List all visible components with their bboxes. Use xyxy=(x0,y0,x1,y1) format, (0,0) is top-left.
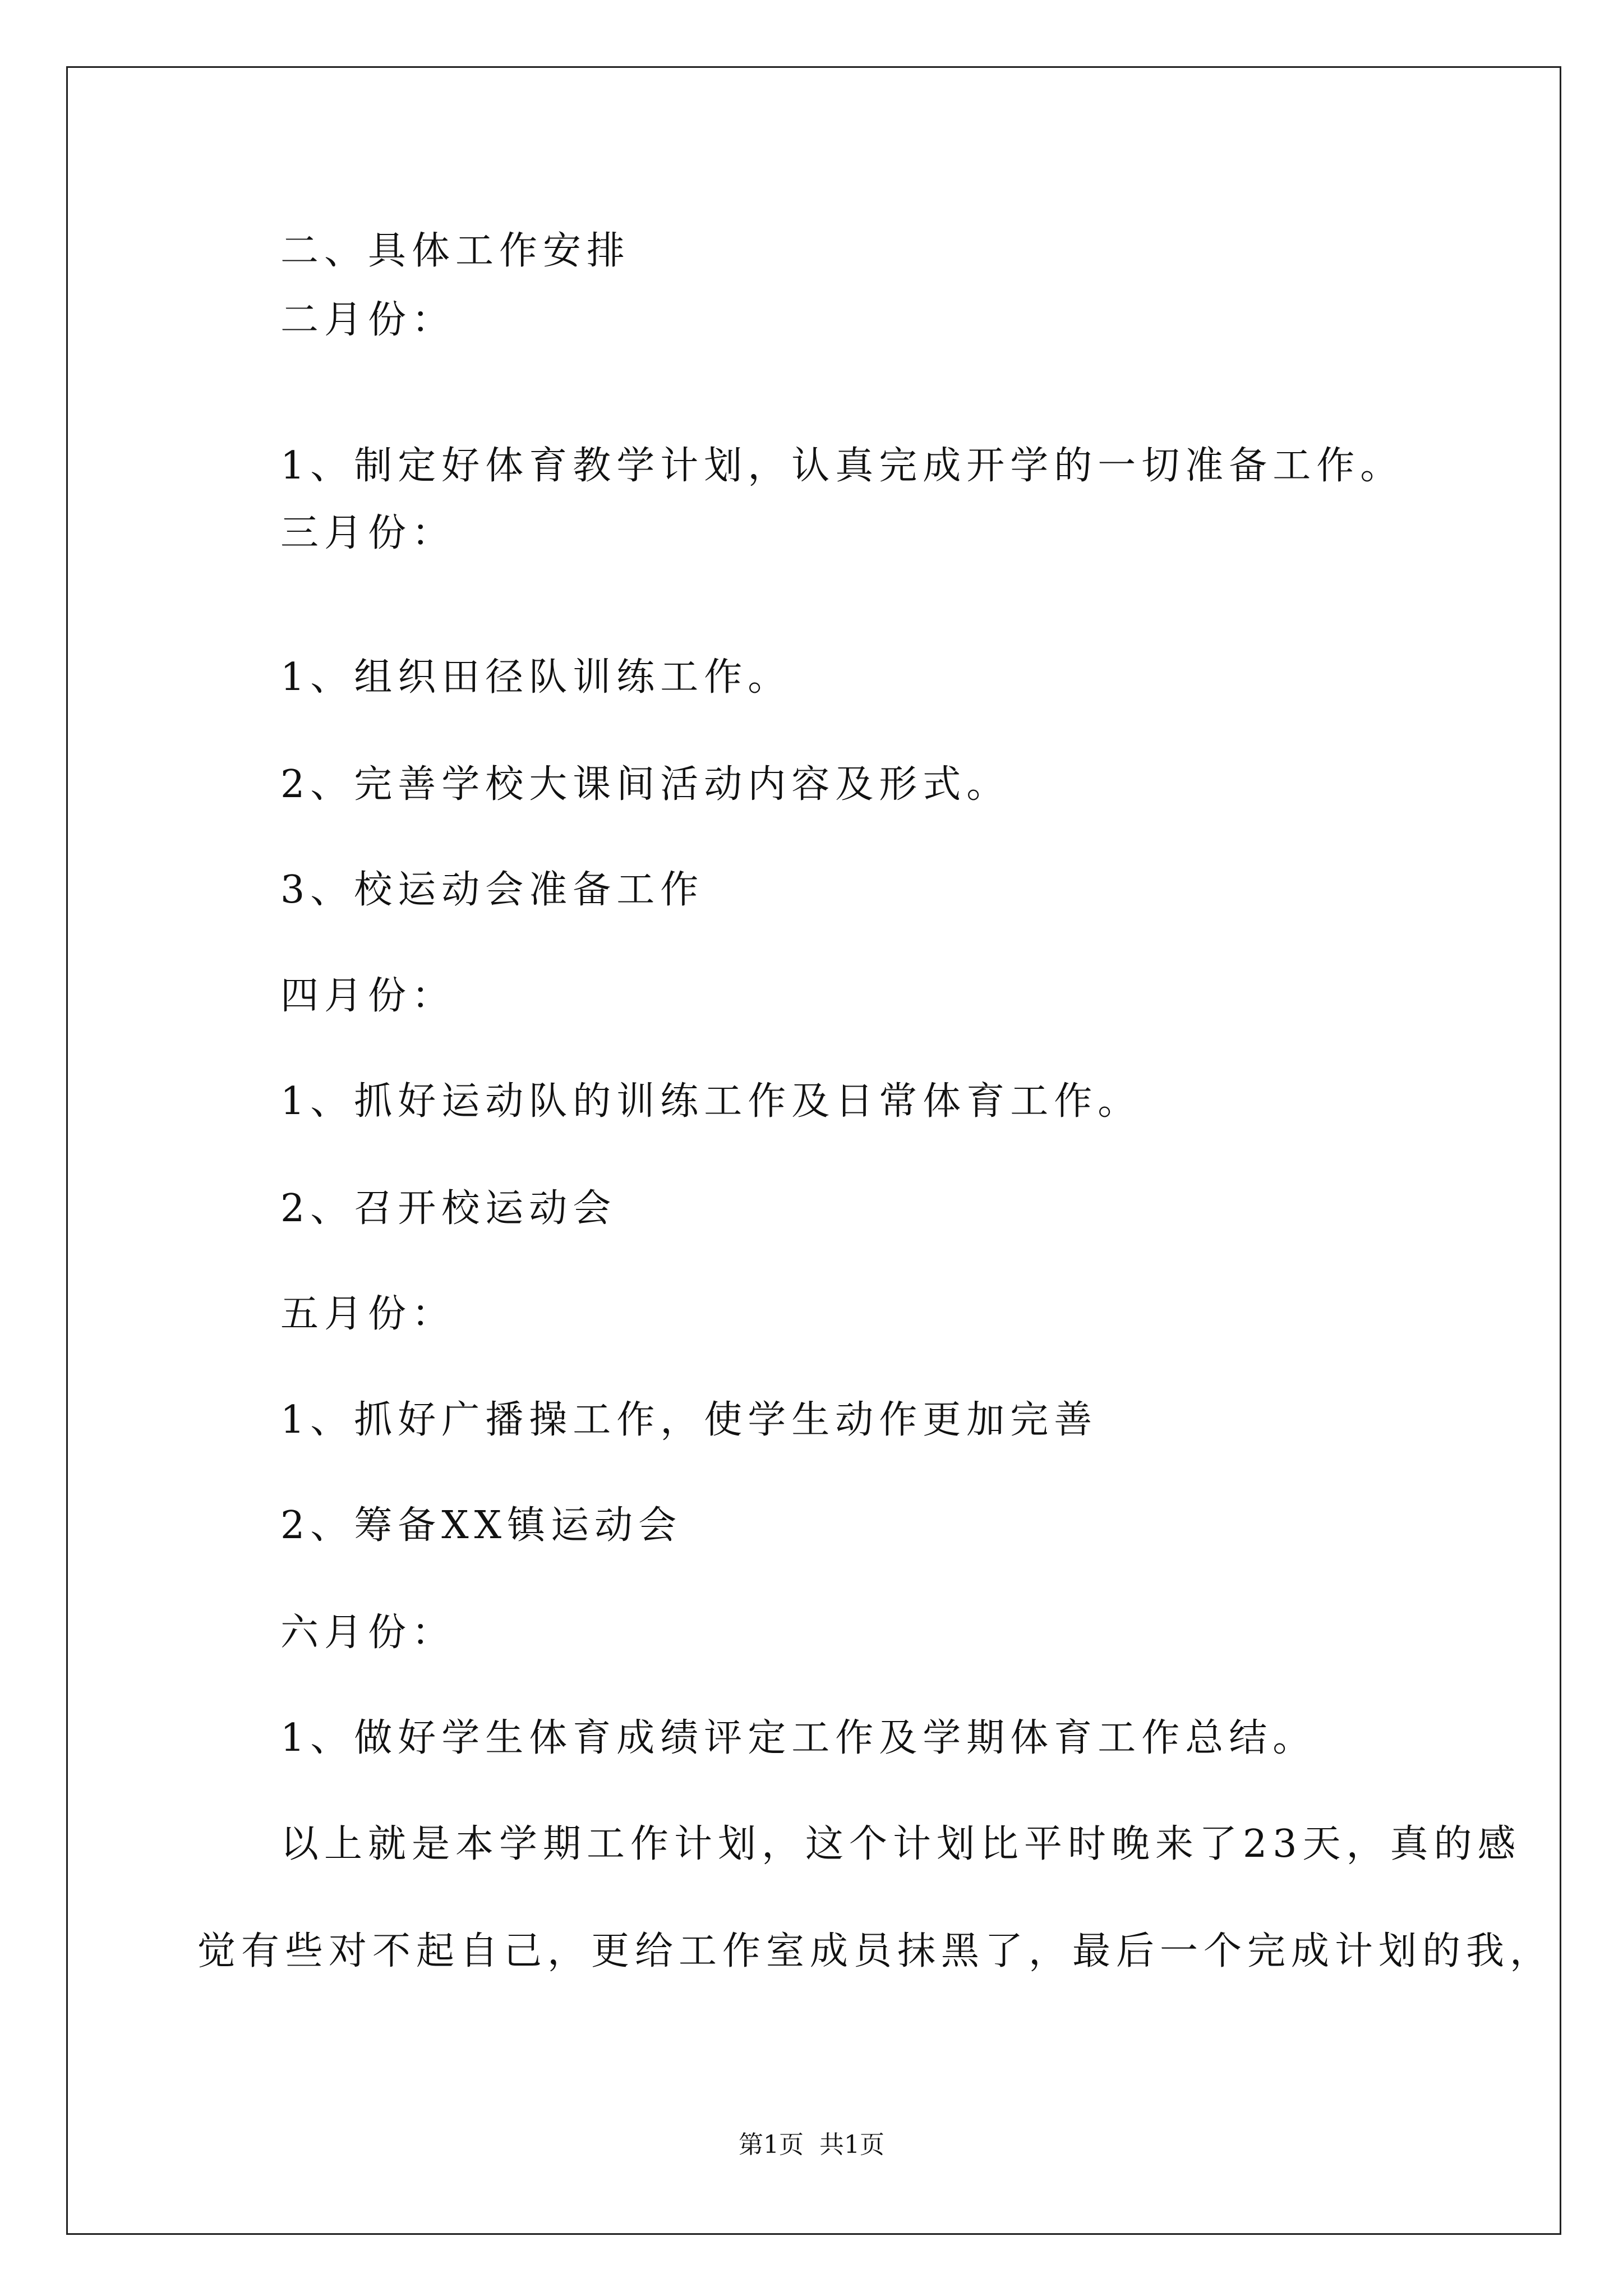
page-border xyxy=(66,66,1561,2235)
month-heading-february: 二月份： xyxy=(280,298,456,342)
april-item-2: 2、召开校运动会 xyxy=(280,1186,617,1231)
month-heading-march: 三月份： xyxy=(280,511,456,555)
closing-paragraph-line-1: 以上就是本学期工作计划，这个计划比平时晚来了23天，真的感 xyxy=(280,1822,1521,1866)
month-heading-june: 六月份： xyxy=(280,1611,456,1655)
march-item-2: 2、完善学校大课间活动内容及形式。 xyxy=(280,762,1011,807)
may-item-1: 1、抓好广播操工作，使学生动作更加完善 xyxy=(280,1398,1098,1442)
april-item-1: 1、抓好运动队的训练工作及日常体育工作。 xyxy=(280,1079,1142,1124)
june-item-1: 1、做好学生体育成绩评定工作及学期体育工作总结。 xyxy=(280,1716,1317,1760)
page-footer: 第1页 共1页 xyxy=(739,2131,884,2159)
closing-paragraph-line-2: 觉有些对不起自己，更给工作室成员抹黑了，最后一个完成计划的我， xyxy=(197,1929,1554,1973)
month-heading-may: 五月份： xyxy=(280,1292,456,1336)
may-item-2: 2、筹备XX镇运动会 xyxy=(280,1503,683,1548)
february-item-1: 1、制定好体育教学计划，认真完成开学的一切准备工作。 xyxy=(280,444,1404,488)
month-heading-april: 四月份： xyxy=(280,974,456,1018)
march-item-3: 3、校运动会准备工作 xyxy=(280,868,704,912)
section-heading: 二、具体工作安排 xyxy=(280,229,631,273)
march-item-1: 1、组织田径队训练工作。 xyxy=(280,655,792,700)
